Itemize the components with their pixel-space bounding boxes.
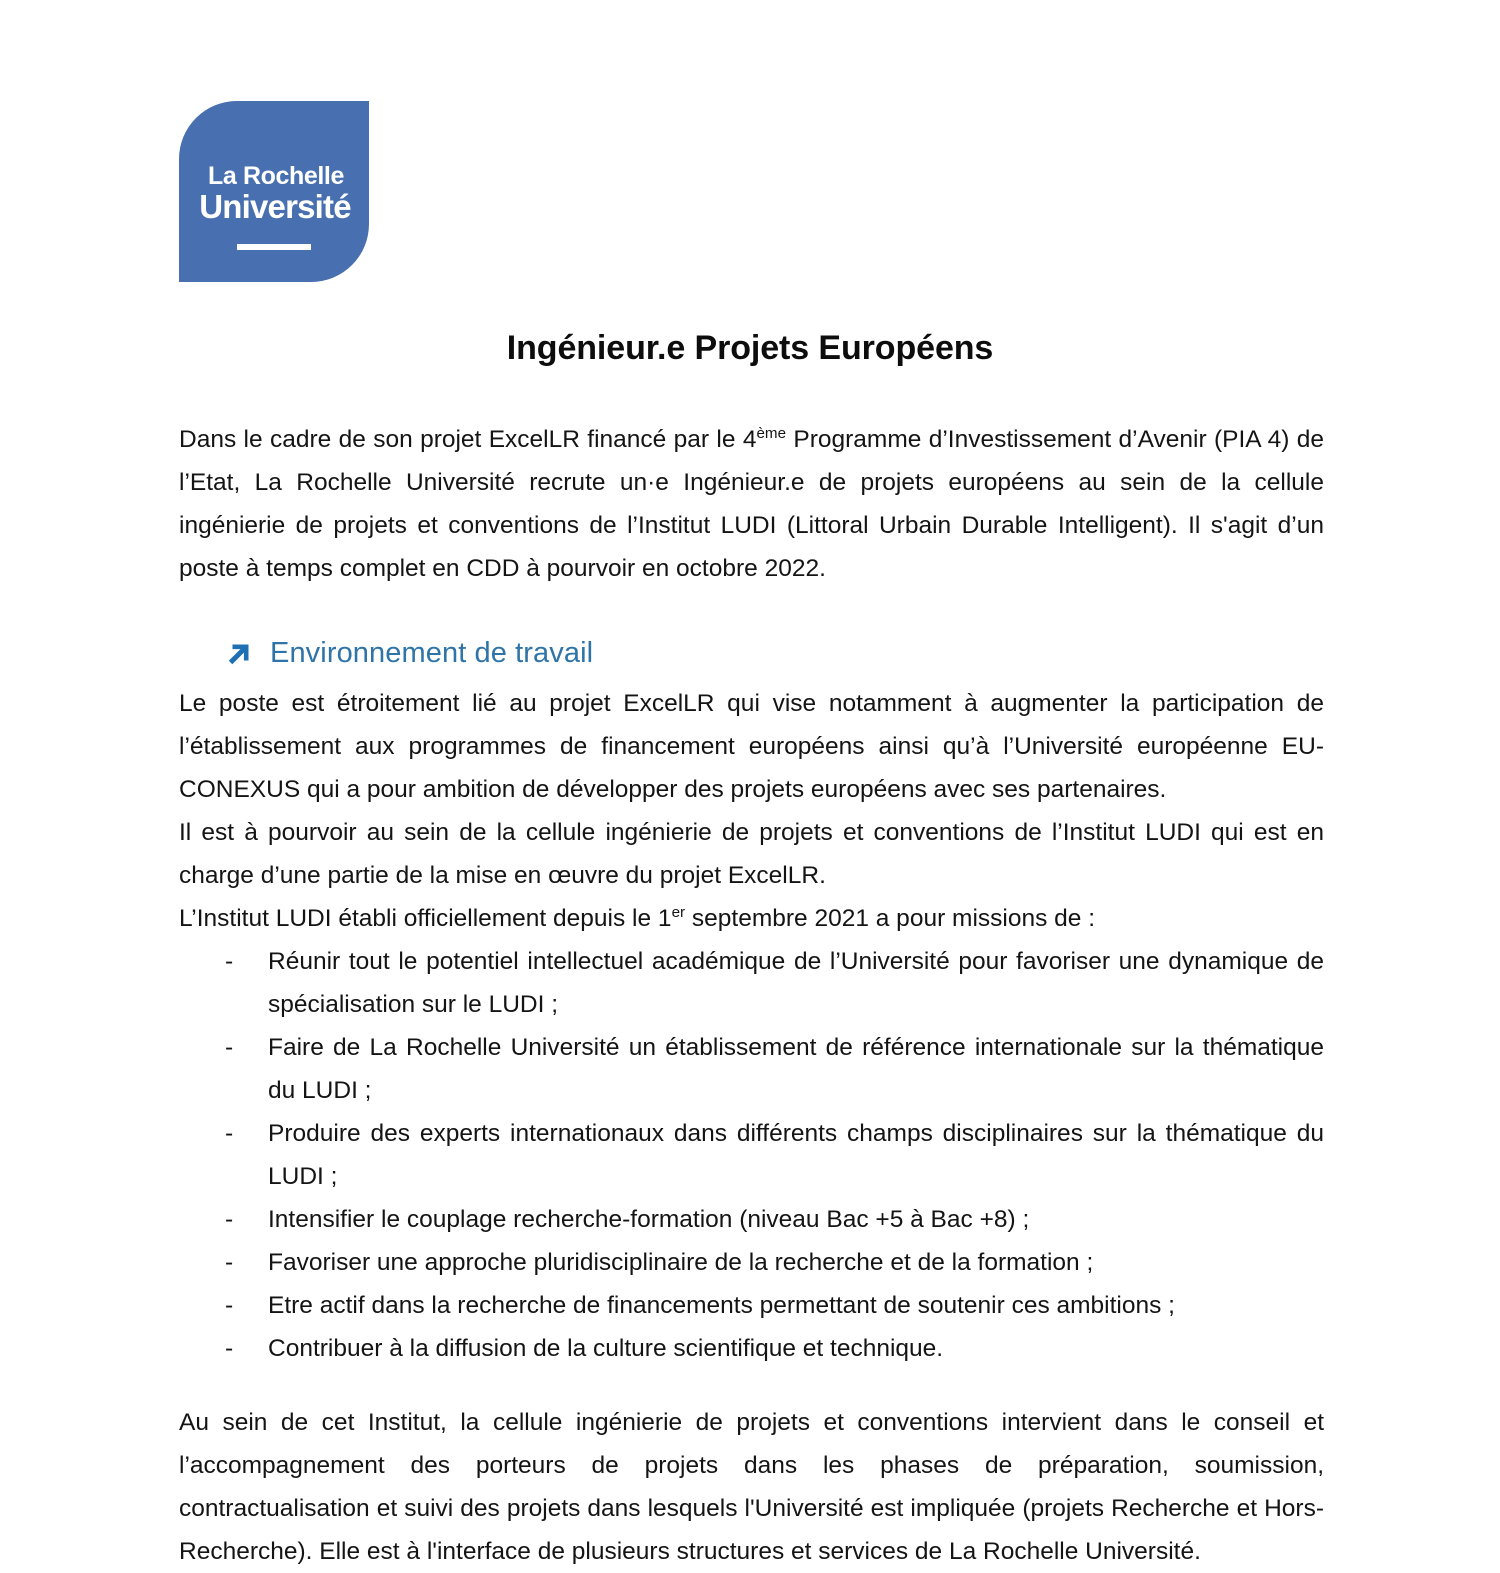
list-intro-paragraph bbox=[179, 897, 1324, 940]
document-body bbox=[179, 418, 1324, 1573]
list-intro-before: L’Institut LUDI établi officiellement depuis le 1 bbox=[179, 905, 672, 932]
section-paragraph-2: Il est à pourvoir au sein de la cellule ingénierie de projets et conventions de l’Institut LUDI qui est en charge d’une partie de la mise en œuvre du projet ExcelLR. bbox=[179, 819, 1324, 889]
list-item bbox=[179, 1112, 1324, 1198]
list-item-text: Contribuer à la diffusion de la culture scientifique et technique. bbox=[268, 1335, 944, 1362]
section-heading-label: Environnement de travail bbox=[270, 637, 594, 669]
university-logo bbox=[179, 101, 369, 282]
list-item bbox=[179, 1327, 1324, 1370]
list-item bbox=[179, 1241, 1324, 1284]
list-item-text: Intensifier le couplage recherche-formation (niveau Bac +5 à Bac +8) ; bbox=[268, 1206, 1030, 1233]
list-bullet-marker: - bbox=[225, 1034, 234, 1061]
section-heading-environnement bbox=[224, 637, 1324, 670]
list-bullet-marker: - bbox=[225, 1249, 234, 1276]
logo-underline-rule bbox=[237, 244, 311, 250]
arrow-up-right-icon bbox=[224, 639, 254, 669]
list-item bbox=[179, 1198, 1324, 1241]
list-bullet-marker: - bbox=[225, 948, 234, 975]
list-bullet-marker: - bbox=[225, 1292, 234, 1319]
list-bullet-marker: - bbox=[225, 1120, 234, 1147]
list-item-text: Faire de La Rochelle Université un établissement de référence internationale sur la thématique du LUDI ; bbox=[268, 1034, 1324, 1104]
list-item bbox=[179, 1026, 1324, 1112]
list-item-text: Favoriser une approche pluridisciplinaire de la recherche et de la formation ; bbox=[268, 1249, 1094, 1276]
list-item-text: Réunir tout le potentiel intellectuel académique de l’Université pour favoriser une dynamique de spécialisation sur le LUDI ; bbox=[268, 948, 1324, 1018]
spacer bbox=[179, 590, 1324, 637]
intro-text-after: Programme d’Investissement d’Avenir (PIA 4) de l’Etat, La Rochelle Université recrute un·e Ingénieur.e de projets européens au sein de la cellule ingénierie de projets et conventions de l’Institut LUDI (Littoral Urbain Durable Intelligent). Il s'agit d’un poste à temps complet en CDD à pourvoir en octobre 2022. bbox=[179, 426, 1324, 582]
list-intro-ordinal-suffix: er bbox=[671, 903, 686, 921]
list-bullet-marker: - bbox=[225, 1206, 234, 1233]
logo-line-1: La Rochelle bbox=[208, 162, 344, 190]
intro-paragraph bbox=[179, 418, 1324, 590]
list-item bbox=[179, 1284, 1324, 1327]
page-title: Ingénieur.e Projets Européens bbox=[506, 328, 994, 367]
intro-text-before: Dans le cadre de son projet ExcelLR financé par le 4 bbox=[179, 426, 757, 453]
closing-paragraph: Au sein de cet Institut, la cellule ingénierie de projets et conventions intervient dans le conseil et l’accompagnement des porteurs de projets dans les phases de préparation, soumission, contractualisation et suivi des projets dans lesquels l'Université est impliquée (projets Recherche et Hors-Recherche). Elle est à l'interface de plusieurs structures et services de La Rochelle Université. bbox=[179, 1409, 1324, 1565]
missions-list bbox=[179, 940, 1324, 1370]
spacer bbox=[179, 1370, 1324, 1401]
section-paragraph-1: Le poste est étroitement lié au projet ExcelLR qui vise notamment à augmenter la participation de l’établissement aux programmes de financement européens ainsi qu’à l’Université européenne EU-CONEXUS qui a pour ambition de développer des projets européens avec ses partenaires. bbox=[179, 690, 1324, 803]
logo-line-2: Université bbox=[199, 188, 351, 226]
list-item-text: Produire des experts internationaux dans différents champs disciplinaires sur la thématique du LUDI ; bbox=[268, 1120, 1324, 1190]
list-bullet-marker: - bbox=[225, 1335, 234, 1362]
list-intro-after: septembre 2021 a pour missions de : bbox=[685, 905, 1095, 932]
intro-ordinal-suffix: ème bbox=[756, 424, 787, 442]
list-item-text: Etre actif dans la recherche de financements permettant de soutenir ces ambitions ; bbox=[268, 1292, 1175, 1319]
logo-text-group bbox=[179, 163, 369, 250]
list-item bbox=[179, 940, 1324, 1026]
